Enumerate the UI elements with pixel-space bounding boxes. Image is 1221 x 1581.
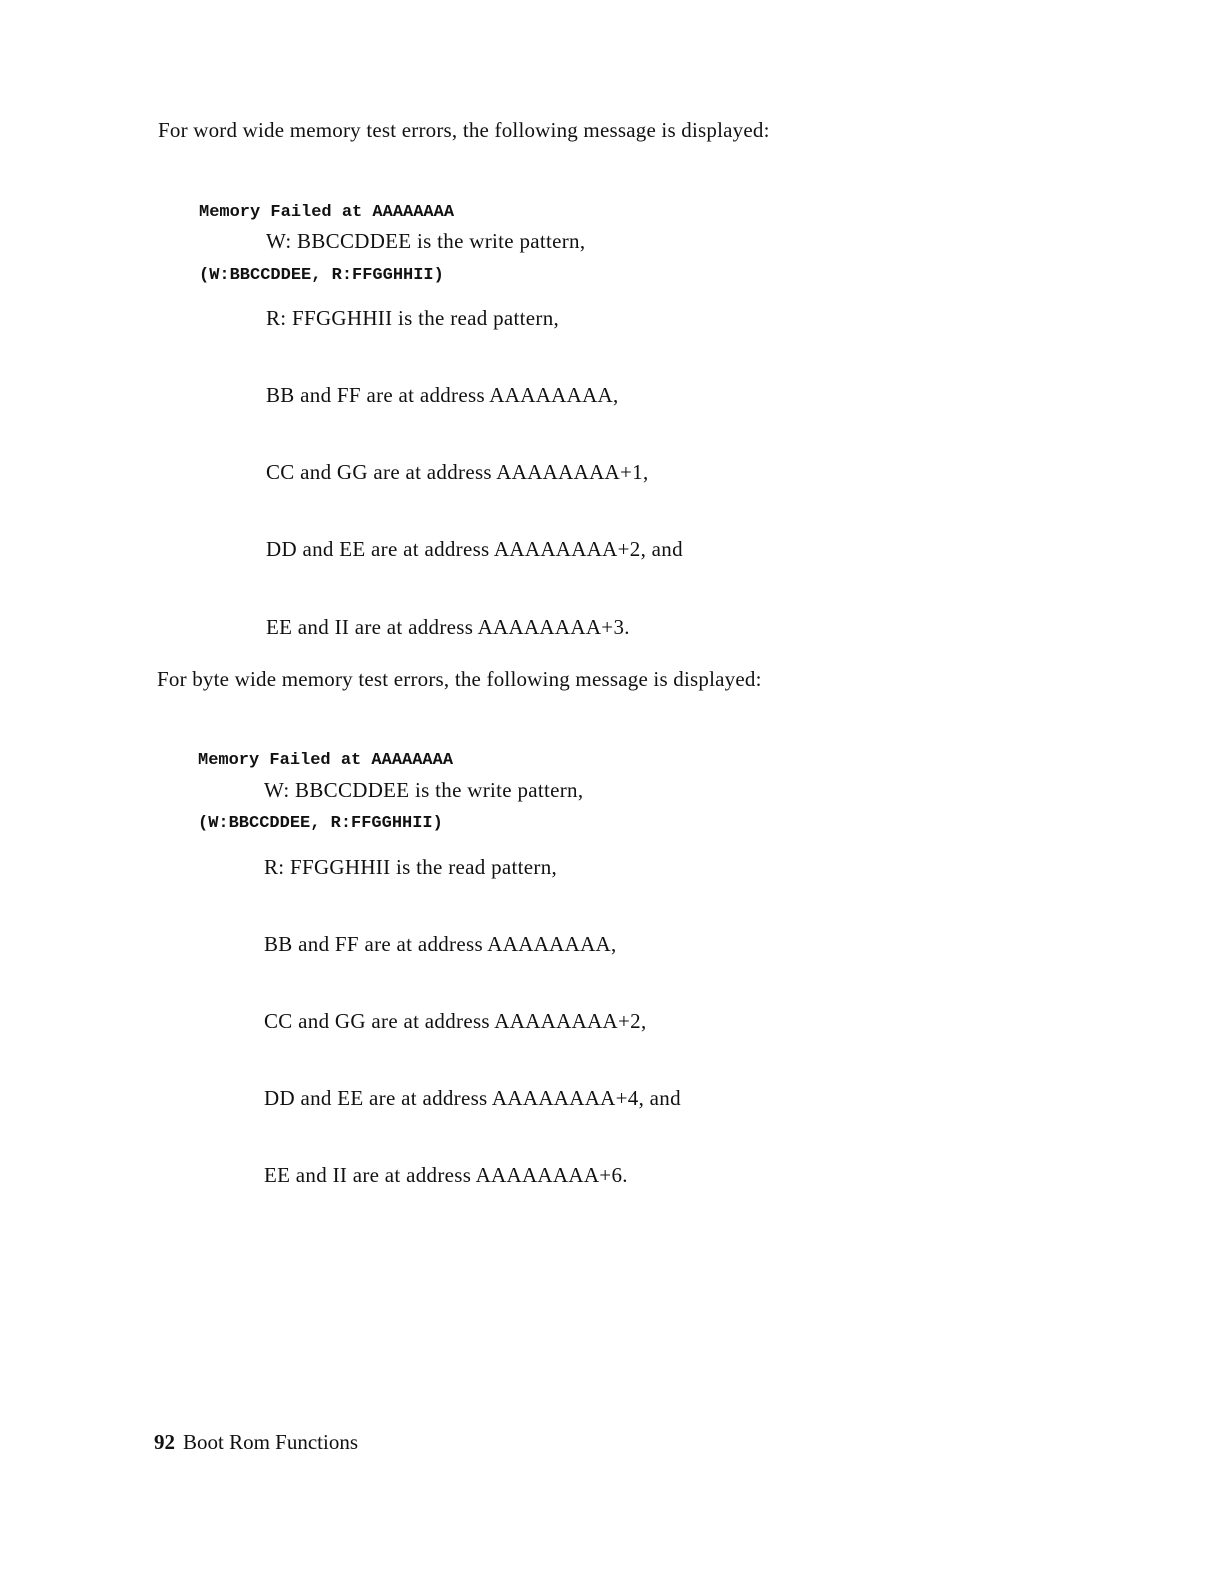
code-line: (W:BBCCDDEE, R:FFGGHHII) [198, 814, 443, 833]
byte-item-dd-ee: DD and EE are at address AAAAAAAA+4, and [264, 1086, 681, 1110]
page-number: 92 [154, 1430, 175, 1454]
byte-wide-intro: For byte wide memory test errors, the following message is displayed: [157, 667, 762, 691]
byte-item-cc-gg: CC and GG are at address AAAAAAAA+2, [264, 1009, 647, 1033]
byte-item-read-pattern: R: FFGGHHII is the read pattern, [264, 855, 558, 879]
byte-item-bb-ff: BB and FF are at address AAAAAAAA, [264, 932, 617, 956]
code-line: Memory Failed at AAAAAAAA [198, 751, 454, 770]
word-item-read-pattern: R: FFGGHHII is the read pattern, [266, 306, 560, 330]
word-wide-intro: For word wide memory test errors, the following message is displayed: [158, 118, 770, 142]
section-title: Boot Rom Functions [183, 1430, 359, 1454]
code-line: (W:BBCCDDEE, R:FFGGHHII) [199, 266, 444, 285]
page-footer [154, 1430, 358, 1455]
word-item-bb-ff: BB and FF are at address AAAAAAAA, [266, 383, 619, 407]
byte-item-ee-ii: EE and II are at address AAAAAAAA+6. [264, 1163, 628, 1187]
word-item-write-pattern: W: BBCCDDEE is the write pattern, [266, 229, 586, 253]
word-item-ee-ii: EE and II are at address AAAAAAAA+3. [266, 615, 630, 639]
word-item-dd-ee: DD and EE are at address AAAAAAAA+2, and [266, 537, 683, 561]
word-item-cc-gg: CC and GG are at address AAAAAAAA+1, [266, 460, 649, 484]
code-line: Memory Failed at AAAAAAAA [199, 203, 455, 222]
byte-item-write-pattern: W: BBCCDDEE is the write pattern, [264, 778, 584, 802]
